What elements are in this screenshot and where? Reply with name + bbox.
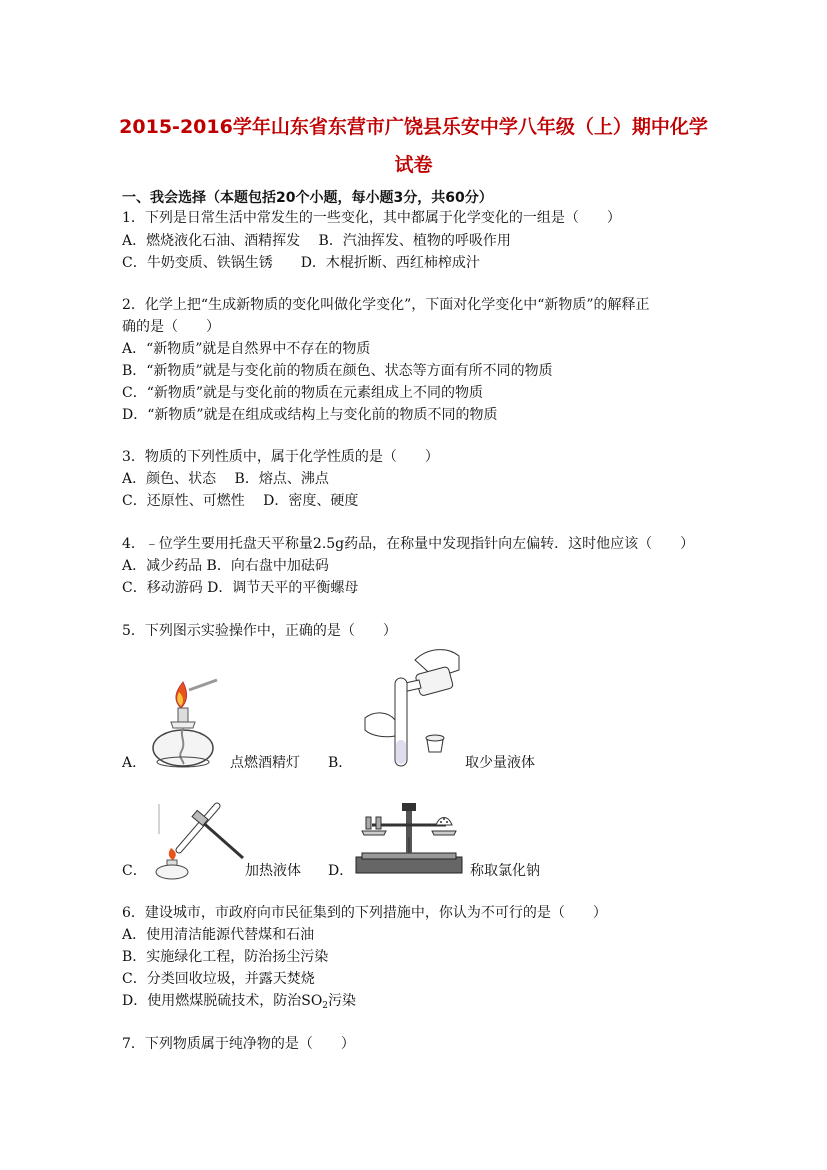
q2-option-c: C．“新物质”就是与变化前的物质在元素组成上不同的物质 [122,385,484,401]
q5-option-c-letter: C． [122,863,147,879]
exam-title-line1: 2015-2016学年山东省东营市广饶县乐安中学八年级（上）期中化学 [119,116,708,138]
q2-option-b: B．“新物质”就是与变化前的物质在颜色、状态等方面有所不同的物质 [122,363,553,379]
q3-stem: 3．物质的下列性质中，属于化学性质的是（ ） [122,449,439,465]
q6-option-d-subscript: 2 [322,1001,329,1011]
q6-option-d-text: D．使用燃煤脱硫技术，防治SO [122,993,323,1009]
q5-option-d-letter: D． [328,863,354,879]
q1-options-cd: C．牛奶变质、铁锅生锈 D．木棍折断、西红柿榨成汁 [122,255,480,271]
section-heading: 一、我会选择（本题包括20个小题，每小题3分，共60分） [122,190,493,206]
q1-stem: 1．下列是日常生活中常发生的一些变化，其中都属于化学变化的一组是（ ） [122,210,621,226]
q6-option-c: C．分类回收垃圾，并露天焚烧 [122,971,315,987]
pouring-liquid-figure [355,640,465,770]
q6-stem: 6．建设城市，市政府向市民征集到的下列措施中，你认为不可行的是（ ） [122,905,607,921]
heating-liquid-figure [145,800,250,880]
q2-stem-line2: 确的是（ ） [122,319,220,335]
exam-title-line2: 试卷 [394,154,433,176]
q6-option-d [122,992,356,1015]
q3-options-cd: C．还原性、可燃性 D．密度、硬度 [122,493,359,509]
q5-option-c-text: 加热液体 [245,863,301,879]
alcohol-lamp-lighting-figure [145,672,225,772]
q7-stem: 7．下列物质属于纯净物的是（ ） [122,1036,355,1052]
q5-option-b-letter: B． [328,755,353,771]
q5-option-b-text: 取少量液体 [465,755,535,771]
q2-option-a: A．“新物质”就是自然界中不存在的物质 [122,341,371,357]
q5-option-d-text: 称取氯化钠 [470,863,540,879]
q5-option-a-text: 点燃酒精灯 [230,755,300,771]
q6-option-a: A．使用清洁能源代替煤和石油 [122,927,315,943]
q3-options-ab: A．颜色、状态 B．熔点、沸点 [122,471,329,487]
q4-options-ab: A．减少药品 B．向右盘中加砝码 [122,558,329,574]
q4-stem: 4．﹣位学生要用托盘天平称量2.5g药品，在称量中发现指针向左偏转．这时他应该（ ） [122,536,695,552]
q4-options-cd: C．移动游码 D．调节天平的平衡螺母 [122,580,359,596]
q2-stem-line1: 2．化学上把“生成新物质的变化叫做化学变化”，下面对化学变化中“新物质”的解释正 [122,297,650,313]
balance-weighing-figure [352,795,467,880]
q2-option-d: D．“新物质”就是在组成或结构上与变化前的物质不同的物质 [122,407,498,423]
q5-option-a-letter: A． [122,755,147,771]
q5-stem: 5．下列图示实验操作中，正确的是（ ） [122,623,397,639]
q6-option-b: B．实施绿化工程，防治扬尘污染 [122,949,329,965]
q6-option-d-suffix: 污染 [328,993,357,1009]
q1-options-ab: A．燃烧液化石油、酒精挥发 B．汽油挥发、植物的呼吸作用 [122,233,511,249]
